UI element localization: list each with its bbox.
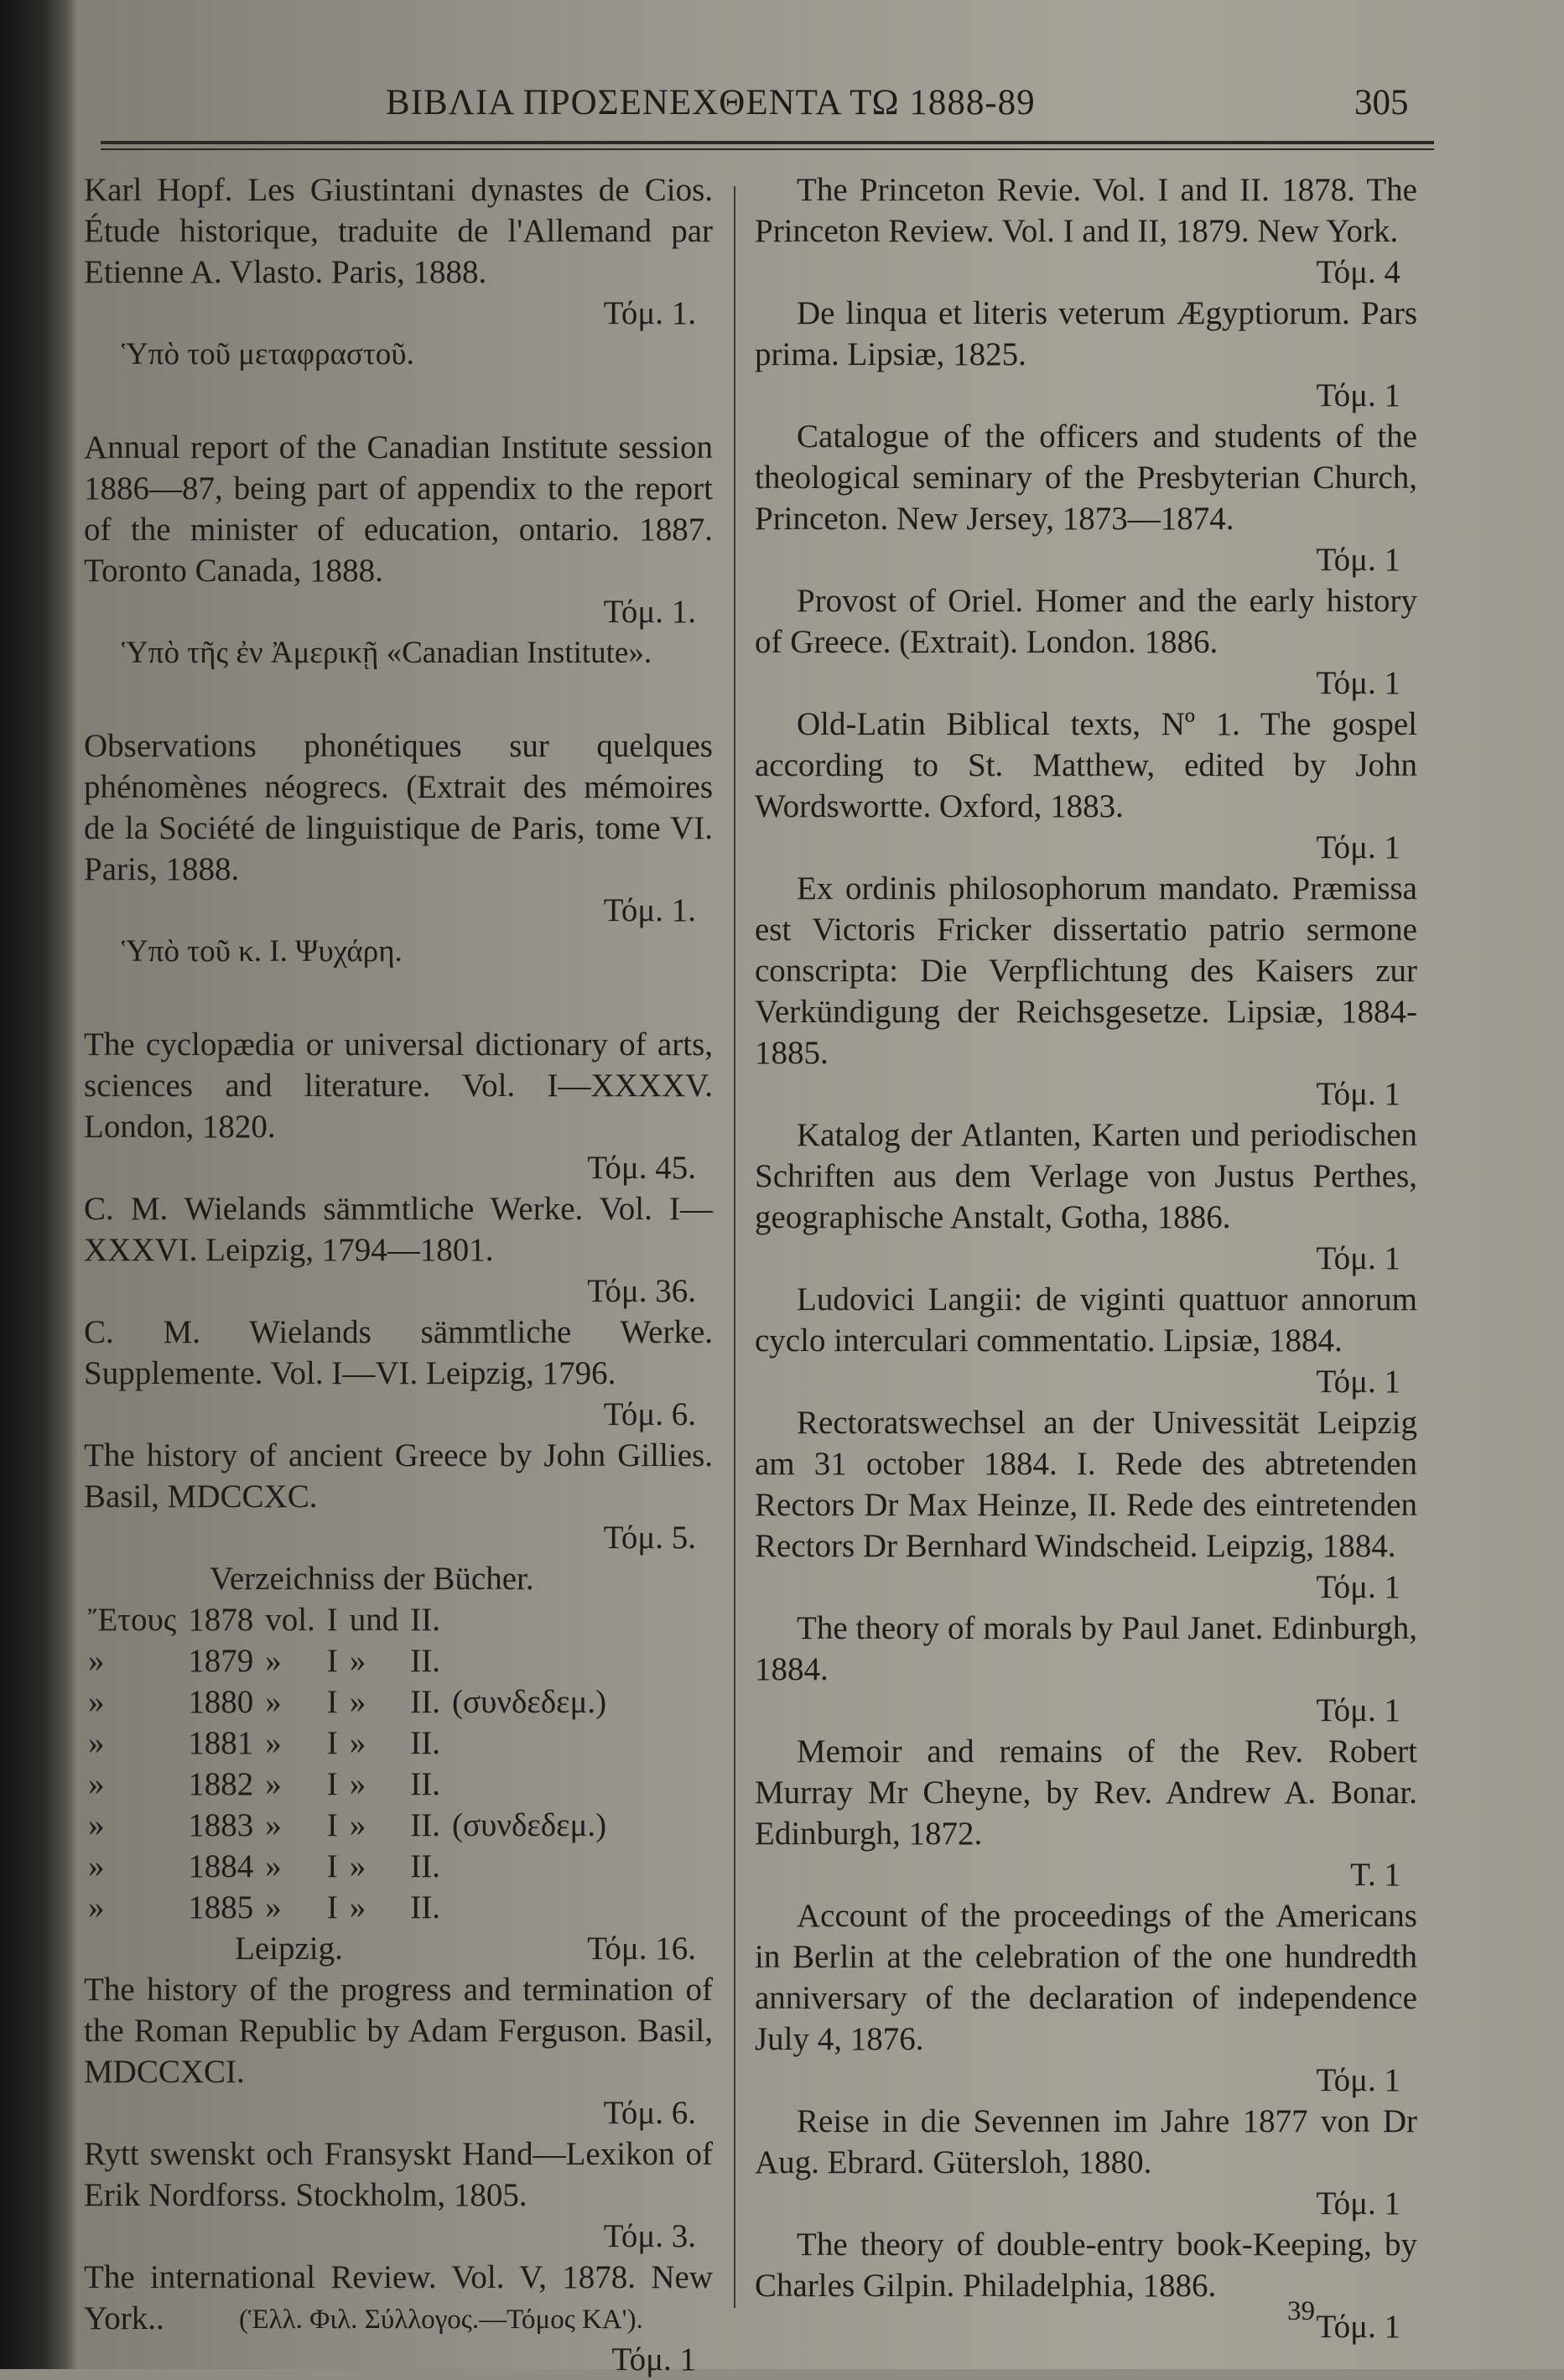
row-first-volume: I <box>326 1848 338 1884</box>
page-number: 305 <box>1354 83 1409 122</box>
entry-text: Ludovici Langii: de viginti quattuor annorum cyclo interculari commentatio. Lipsiæ, 1884. <box>755 1281 1417 1359</box>
entry-count: Τόμ. 1 <box>1316 1569 1400 1605</box>
catalog-entry <box>84 1312 713 1435</box>
volume-list-table <box>88 1599 618 1928</box>
entry-text: The history of ancient Greece by John Gillies. Basil, MDCCXC. <box>84 1437 713 1515</box>
entry-count: Τόμ. 1. <box>603 594 696 630</box>
volume-list-title: Verzeichniss der Bücher. <box>210 1561 534 1597</box>
entry-text: The theory of morals by Paul Janet. Edinburgh, 1884. <box>755 1610 1417 1687</box>
column-divider <box>734 186 735 2308</box>
entry-count: Τόμ. 1. <box>603 892 696 928</box>
table-row <box>88 1805 618 1846</box>
row-second-volume: II. <box>410 1602 441 1638</box>
row-first-volume: I <box>326 1889 338 1925</box>
row-first-volume: I <box>326 1602 338 1638</box>
entry-count: Τόμ. 45. <box>587 1150 696 1186</box>
row-lead: » <box>88 1725 105 1761</box>
table-row <box>88 1846 618 1887</box>
entry-count: Τόμ. 1 <box>1316 2185 1400 2222</box>
entry-donor-note: Ὑπὸ τοῦ μεταφραστοῦ. <box>122 337 414 372</box>
row-second-volume: II. <box>410 1848 441 1884</box>
entry-count: Τόμ. 1 <box>1316 1076 1400 1112</box>
row-second-volume: II. <box>410 1766 441 1802</box>
catalog-entry <box>84 725 713 972</box>
catalog-entry <box>755 416 1417 580</box>
catalog-entry <box>84 427 713 673</box>
row-year: 1883 <box>188 1807 254 1843</box>
table-row <box>88 1640 618 1681</box>
entry-text: Rytt swenskt och Fransyskt Hand—Lexikon of Erik Nordforss. Stockholm, 1805. <box>84 2136 713 2213</box>
entry-text: Karl Hopf. Les Giustintani dynastes de Cios. Étude historique, traduite de l'Allemand par Etienne A. Vlasto. Paris, 1888. <box>84 172 713 290</box>
catalog-entry <box>84 1188 713 1312</box>
catalog-entry <box>755 580 1417 704</box>
row-vol: » <box>265 1684 282 1720</box>
entry-count: Τόμ. 1 <box>1316 1240 1400 1276</box>
entry-count: T. 1 <box>1350 1857 1400 1893</box>
catalog-entry <box>755 2224 1417 2347</box>
footnote: (Ἑλλ. Φιλ. Σύλλογος.—Τόμος ΚΑ'). <box>239 2305 643 2335</box>
entry-text: Catalogue of the officers and students of the theological seminary of the Presbyterian Church, Princeton. New Jersey, 1873—1874. <box>755 418 1417 537</box>
signature-mark: 39 <box>1287 2296 1315 2326</box>
entry-count: Τόμ. 1 <box>1316 377 1400 413</box>
entry-text: Reise in die Sevennen im Jahre 1877 von Dr Aug. Ebrard. Gütersloh, 1880. <box>755 2103 1417 2180</box>
catalog-entry <box>84 1969 713 2133</box>
row-lead: » <box>88 1766 105 1802</box>
row-und: und <box>349 1602 399 1638</box>
entry-count: Τόμ. 1 <box>1316 665 1400 701</box>
row-und: » <box>349 1807 366 1843</box>
row-vol: » <box>265 1807 282 1843</box>
entry-count: Τόμ. 1 <box>1316 829 1400 865</box>
row-year: 1882 <box>188 1766 254 1802</box>
table-row <box>88 1887 618 1928</box>
entry-donor-note: Ὑπὸ τοῦ κ. Ι. Ψυχάρη. <box>122 934 403 969</box>
running-head: ΒΙΒΛΙΑ ΠΡΟΣΕΝΕΧΘΕΝΤΑ ΤΩ 1888-89 <box>386 83 1036 122</box>
entry-text: Rectoratswechsel an der Univessität Leipzig am 31 october 1884. I. Rede des abtretenden Rectors Dr Max Heinze, II. Rede des eintretenden Rectors Dr Bernhard Windscheid. Leipzig, 1884. <box>755 1405 1417 1564</box>
catalog-entry <box>755 868 1417 1115</box>
entry-count: Τόμ. 3. <box>603 2218 696 2254</box>
entry-count: Τόμ. 1 <box>1316 542 1400 578</box>
row-year: 1879 <box>188 1643 254 1679</box>
entry-count: Τόμ. 1 <box>1316 2309 1400 2345</box>
row-extra <box>452 1640 618 1681</box>
header-rule-thick <box>101 141 1434 144</box>
entry-count: Τόμ. 1 <box>1316 1364 1400 1400</box>
right-column <box>755 169 1417 2347</box>
row-first-volume: I <box>326 1643 338 1679</box>
row-year: 1880 <box>188 1684 254 1720</box>
row-second-volume: II. <box>410 1807 441 1843</box>
catalog-entry <box>755 704 1417 868</box>
table-row <box>88 1764 618 1805</box>
row-extra <box>452 1723 618 1764</box>
row-extra <box>452 1887 618 1928</box>
volume-list <box>84 1558 713 1969</box>
row-extra <box>452 1764 618 1805</box>
row-vol: » <box>265 1766 282 1802</box>
row-second-volume: II. <box>410 1684 441 1720</box>
entry-donor-note: Ὑπὸ τῆς ἐν Ἀμερικῇ «Canadian Institute». <box>122 636 652 670</box>
catalog-entry <box>84 169 713 375</box>
table-row <box>88 1681 618 1723</box>
book-binding-shadow <box>0 0 80 2369</box>
entry-text: The history of the progress and termination of the Roman Republic by Adam Ferguson. Basil, MDCCXCI. <box>84 1972 713 2090</box>
entry-text: Memoir and remains of the Rev. Robert Murray Mr Cheyne, by Rev. Andrew A. Bonar. Edinburgh, 1872. <box>755 1733 1417 1852</box>
entry-text: The theory of double-entry book-Keeping, by Charles Gilpin. Philadelphia, 1886. <box>755 2227 1417 2304</box>
row-vol: vol. <box>265 1602 315 1638</box>
row-extra: (συνδεδεμ.) <box>452 1684 607 1720</box>
entry-count: Τόμ. 36. <box>587 1273 696 1309</box>
catalog-entry <box>755 1895 1417 2101</box>
catalog-entry <box>84 2133 713 2257</box>
row-extra <box>452 1599 618 1640</box>
row-year: 1878 <box>188 1602 254 1638</box>
entry-count: Τόμ. 1 <box>1316 1692 1400 1728</box>
entry-count: Τόμ. 6. <box>603 1396 696 1432</box>
row-lead: » <box>88 1889 105 1925</box>
row-vol: » <box>265 1643 282 1679</box>
row-lead: » <box>88 1807 105 1843</box>
entry-text: Observations phonétiques sur quelques phénomènes néogrecs. (Extrait des mémoires de la Société de linguistique de Paris, tome VI. Paris, 1888. <box>84 728 713 887</box>
catalog-entry <box>84 1024 713 1188</box>
row-lead: » <box>88 1643 105 1679</box>
catalog-entry <box>755 1608 1417 1731</box>
row-und: » <box>349 1684 366 1720</box>
row-year: 1881 <box>188 1725 254 1761</box>
entry-text: De linqua et literis veterum Ægyptiorum. Pars prima. Lipsiæ, 1825. <box>755 295 1417 372</box>
row-year: 1885 <box>188 1889 254 1925</box>
entry-count: Τόμ. 1 <box>611 2341 696 2377</box>
row-und: » <box>349 1725 366 1761</box>
page-header <box>80 82 1564 133</box>
entry-count: Τόμ. 16. <box>587 1931 696 1967</box>
entry-text: Account of the proceedings of the Americans in Berlin at the celebration of the one hundredth anniversary of the declaration of independence July 4, 1876. <box>755 1898 1417 2057</box>
entry-text: The cyclopædia or universal dictionary of arts, sciences and literature. Vol. I—XXXXV. London, 1820. <box>84 1026 713 1145</box>
row-vol: » <box>265 1725 282 1761</box>
entry-text: Old-Latin Biblical texts, Nº 1. The gospel according to St. Matthew, edited by John Wordswortte. Oxford, 1883. <box>755 706 1417 824</box>
table-row <box>88 1599 618 1640</box>
entry-count: Τόμ. 1 <box>1316 2062 1400 2098</box>
table-row <box>88 1723 618 1764</box>
row-second-volume: II. <box>410 1643 441 1679</box>
entry-text: Annual report of the Canadian Institute session 1886—87, being part of appendix to the report of the minister of education, ontario. 1887. Toronto Canada, 1888. <box>84 429 713 589</box>
row-first-volume: I <box>326 1725 338 1761</box>
entry-text: Katalog der Atlanten, Karten und periodischen Schriften aus dem Verlage von Justus Perthes, geographische Anstalt, Gotha, 1886. <box>755 1117 1417 1235</box>
row-lead: » <box>88 1848 105 1884</box>
entry-text: The Princeton Revie. Vol. I and II. 1878. The Princeton Review. Vol. I and II, 1879. New York. <box>755 172 1417 249</box>
row-first-volume: I <box>326 1807 338 1843</box>
entry-text: C. M. Wielands sämmtliche Werke. Supplemente. Vol. I—VI. Leipzig, 1796. <box>84 1314 713 1391</box>
volume-list-imprint: Leipzig. <box>235 1931 343 1967</box>
row-year: 1884 <box>188 1848 254 1884</box>
entry-text: Ex ordinis philosophorum mandato. Præmissa est Victoris Fricker dissertatio patrio sermone conscripta: Die Verpflichtung des Kaisers zur Verkündigung der Reichsgesetze. Lipsiæ, 1884-1885. <box>755 870 1417 1071</box>
catalog-entry <box>84 1435 713 1558</box>
row-vol: » <box>265 1889 282 1925</box>
catalog-entry <box>755 293 1417 416</box>
row-second-volume: II. <box>410 1725 441 1761</box>
row-first-volume: I <box>326 1684 338 1720</box>
row-first-volume: I <box>326 1766 338 1802</box>
row-lead: » <box>88 1684 105 1720</box>
catalog-entry <box>755 169 1417 293</box>
row-extra <box>452 1846 618 1887</box>
row-lead: Ἔτους <box>88 1602 177 1638</box>
catalog-entry <box>755 1402 1417 1608</box>
row-vol: » <box>265 1848 282 1884</box>
book-page <box>80 0 1564 2377</box>
entry-count: Τόμ. 4 <box>1316 254 1400 290</box>
entry-text: Provost of Oriel. Homer and the early history of Greece. (Extrait). London. 1886. <box>755 583 1417 660</box>
row-und: » <box>349 1848 366 1884</box>
entry-text: The international Review. Vol. V, 1878. New York.. <box>84 2259 713 2336</box>
entry-text: C. M. Wielands sämmtliche Werke. Vol. I—XXXVI. Leipzig, 1794—1801. <box>84 1191 713 1268</box>
entry-count: Τόμ. 5. <box>603 1520 696 1556</box>
left-column <box>84 169 713 2380</box>
entry-count: Τόμ. 1. <box>603 295 696 331</box>
row-und: » <box>349 1643 366 1679</box>
volume-list-footer <box>84 1928 713 1969</box>
row-und: » <box>349 1889 366 1925</box>
catalog-entry <box>755 1731 1417 1895</box>
catalog-entry <box>755 2101 1417 2224</box>
entry-count: Τόμ. 6. <box>603 2095 696 2131</box>
row-extra: (συνδεδεμ.) <box>452 1807 607 1843</box>
row-second-volume: II. <box>410 1889 441 1925</box>
catalog-entry <box>755 1115 1417 1279</box>
catalog-entry <box>755 1279 1417 1402</box>
row-und: » <box>349 1766 366 1802</box>
header-rule-thin <box>101 148 1434 150</box>
